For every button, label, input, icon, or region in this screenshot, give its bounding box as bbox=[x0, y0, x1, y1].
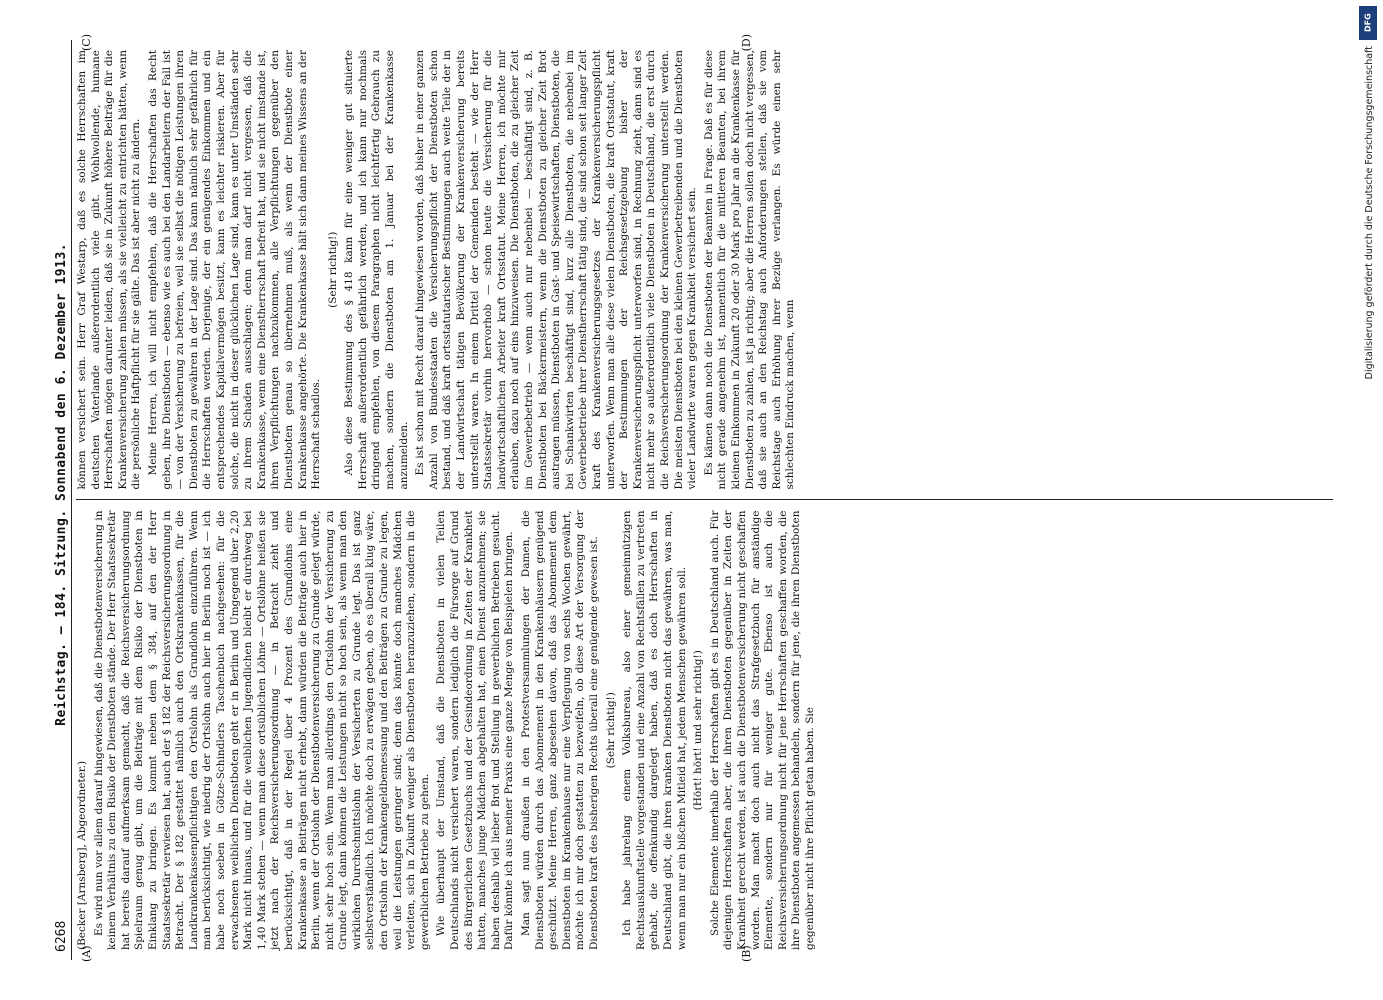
paragraph: Es ist schon mit Recht darauf hingewiesen worden, daß bisher in einer ganzen Anzahl von Bundesstaaten die Versicherungspflicht der Dienstboten schon bestand, und daß kraft ortsstatutarischer Bestimmungen auch weite Teile der in der Landwirtschaft tätigen Bevölkerung der Krankenversicherung bereits unterstellt waren. In einem Drittel der Gemeinden besteht — wie der Herr Staatssekretär vorhin hervorhob — schon heute die Versicherung für die landwirtschaftlichen Arbeiter kraft Ortsstatut. Meine Herren, ich möchte mir erlauben, dazu noch auf eins hinzuweisen. Die Dienstboten, die zu gleicher Zeit im Gewerbebetrieb — wenn auch nur nebenbei — beschäftigt sind, z. B. Dienstboten bei Bäckermeistern, wenn die Dienstboten zu gleicher Zeit Brot austragen müssen, Dienstboten in Gast- und Speisewirtschaften, Dienstboten, die bei Schankwirten beschäftigt sind, kurz alle Dienstboten, die nebenbei im Gewerbebetriebe ihrer Dienstherrschaft tätig sind, die sind schon seit langer Zeit kraft des Krankenversicherungsgesetzes der Krankenversicherungspflicht unterworfen. Wenn man alle diese vielen Dienstboten, die kraft Ortsstatut, kraft der Bestimmungen der Reichsgesetzgebung bisher der Krankenversicherungspflicht unterworfen sind, in Rechnung zieht, dann sind es nicht mehr so außerordentlich viele Dienstboten in Deutschland, die erst durch die Reichsversicherungsordnung der Krankenversicherung unterstellt werden. Die meisten Dienstboten bei den kleinen Gewerbetreibenden und die Dienstboten vieler Landwirte waren gegen Krankheit versichert sein. bbox=[414, 50, 699, 490]
interjection: (Sehr richtig!) bbox=[604, 692, 617, 769]
paragraph: Ich habe jahrelang einem Volksbureau, also einer gemeinnützigen Rechtsauskunftstelle vorgestanden und eine Anzahl von Rechtsfällen zu vertreten gehabt, die offenkundig dargelegt haben, daß es doch Herrschaften in Deutschland gibt, die ihren kranken Dienstboten nicht das gewähren, was man, wenn man nur ein bißchen Mitleid hat, jedem Menschen gewähren soll. bbox=[621, 510, 688, 950]
interjection: (Sehr richtig!) bbox=[326, 231, 339, 308]
right-column bbox=[72, 40, 1337, 500]
digitization-sidebar bbox=[1355, 0, 1379, 1000]
paragraph: Wie überhaupt der Umstand, daß die Dienstboten in vielen Teilen Deutschlands nicht versichert waren, sondern lediglich die Fürsorge auf Grund des Bürgerlichen Gesetzbuchs und der Gesindeordnung in Zeiten der Krankheit hatten, manches junge Mädchen abgehalten hat, einen Dienst anzunehmen; sie haben deshalb viel lieber Brot und Stellung in gewerblichen Betrieben gesucht. Dafür könnte ich aus meiner Praxis eine ganze Menge von Beispielen bringen. bbox=[435, 510, 516, 950]
paragraph: Solche Elemente innerhalb der Herrschaften gibt es in Deutschland auch. Für diejenigen Herrschaften aber, die ihren Dienstboten gegenüber in Zeiten der Krankheit gerecht werden, ist auch die Dienstbotenversicherung nicht geschaffen worden. Man macht doch auch nicht das Strafgesetzbuch für anständige Elemente, sondern nur für weniger gute. Ebenso ist auch die Reichsversicherungsordnung nicht für jene Herrschaften geschaffen worden, die ihre Dienstboten angemessen behandeln, sondern für jene, die ihren Dienstboten gegenüber nicht ihre Pflicht getan haben. Sie bbox=[708, 510, 816, 950]
interjection: (Hört! hört! und sehr richtig!) bbox=[692, 650, 705, 811]
page-number: 6268 bbox=[54, 920, 69, 952]
paragraph: Es kämen dann noch die Dienstboten der Beamten in Frage. Daß es für diese nicht gerade angenehm ist, namentlich für die mittleren Beamten, bei ihrem kleinen Einkommen in Zukunft 20 oder 30 Mark pro Jahr an die Krankenkasse für Dienstboten zu zahlen, ist ja richtig; aber die Herren sollen doch nicht vergessen, daß sie auch an den Reichstag auch Anforderungen stellen, daß sie vom Reichstage auch Erhöhung ihrer Bezüge verlangen. Es würde einen sehr schlechten Eindruck machen, wenn bbox=[702, 50, 797, 490]
speaker-line: (Becker [Arnsberg], Abgeordneter.) bbox=[76, 760, 88, 950]
paragraph: können versichert sein. Herr Graf Westarp, daß es solche Herrschaften im deutschen Vaterlande außerordentlich viele gibt. Wohlwollende, humane Herrschaften mögen darunter leiden, daß sie in Zukunft höhere Beiträge für die Krankenversicherung zahlen müssen, als sie vielleicht zu entrichten hätten, wenn die persönliche Haftpflicht für sie gälte. Das ist aber nicht zu ändern. bbox=[76, 50, 143, 490]
document-page bbox=[50, 34, 1350, 962]
margin-marker-b: (B) bbox=[740, 945, 753, 962]
page-header bbox=[50, 40, 72, 960]
paragraph: Es wird nun vor allem darauf hingewiesen, daß die Dienstbotenversicherung in keinem Verhältnis zu dem Risiko der Dienstboten stände. Der Herr Staatssekretär hat bereits darauf aufmerksam gemacht, daß die Reichsversicherungsordnung Spielraum genug gibt, um die Beiträge mit dem Risiko der Dienstboten in Einklang zu bringen. Es kommt neben dem § 384, auf den der Herr Staatssekretär verwiesen hat, auch der § 182 der Reichsversicherungsordnung in Betracht. Der § 182 gestattet nämlich auch den Ortskrankenkassen, für die Landkrankenkassenpflichtigen den Ortslohn als Grundlohn einzuführen. Wenn man berücksichtigt, wie niedrig der Ortslohn auch hier in Berlin noch ist — ich habe noch soeben in Götze-Schindlers Taschenbuch nachgesehen: für die erwachsenen weiblichen Dienstboten geht er in Berlin und Umgegend über 2,20 Mark nicht hinaus, und für die weiblichen Jugendlichen bleibt er durchweg bei 1,40 Mark stehen — wenn man diese ortsüblichen Löhne — Ortslöhne heißen sie jetzt nach der Reichsversicherungsordnung — in Betracht zieht und berücksichtigt, daß in der Regel über 4 Prozent des Grundlohns eine Krankenkasse an Beiträgen nicht erhebt, dann würden die Beiträge auch hier in Berlin, wenn der Ortslohn der Dienstbotenversicherung zu Grunde gelegt würde, nicht sehr hoch sein. Wenn man allerdings den Ortslohn der Versicherung zu Grunde legt, dann können die Leistungen nicht so hoch sein, als wenn man den wirklichen Durchschnittslohn der Versicherten zu Grunde legt. Das ist ganz selbstverständlich. Ich möchte doch zu erwägen geben, ob es überall klug wäre, den Ortslohn der Krankengeldbemessung und den Beiträgen zu Grunde zu legen, weil die Leistungen geringer sind; denn das könnte doch manches Mädchen verleiten, sich in Zukunft weniger als Dienstboten heranzuziehen, sondern in die gewerblichen Betriebe zu gehen. bbox=[92, 510, 431, 950]
paragraph: Meine Herren, ich will nicht empfehlen, daß die Herrschaften das Recht geben, ihre Dienstboten — ebenso wie es auch bei den Landarbeitern der Fall ist — von der Versicherung zu befreien, weil sie selbst die nötigen Leistungen ihren Dienstboten zu gewähren in der Lage sind. Das kann nämlich sehr gefährlich für die Herrschaften werden. Derjenige, der ein genügendes Einkommen und ein entsprechendes Kapitalvermögen besitzt, kann es leichter riskieren. Aber für solche, die nicht in dieser glücklichen Lage sind, kann es unter Umständen sehr zu ihrem Schaden ausschlagen; denn man darf nicht vergessen, daß die Krankenkasse, wenn eine Dienstherrschaft befreit hat, und sie nicht imstande ist, ihren Verpflichtungen nachzukommen, alle Verpflichtungen gegenüber den Dienstboten genau so übernehmen muß, als wenn der Dienstbote einer Krankenkasse angehörte. Die Krankenkasse hält sich dann meines Wissens an der Herrschaft schadlos. bbox=[146, 50, 323, 490]
paragraph: Man sagt nun draußen in den Protestversammlungen der Damen, die Dienstboten würden durch das Abonnement in den Krankenhäusern genügend geschützt. Meine Herren, ganz abgesehen davon, daß das Abonnement dem Dienstboten im Krankenhause nur eine Verpflegung von sechs Wochen gewährt, möchte ich mir doch gestatten zu bezweifeln, ob diese Art der Versorgung der Dienstboten kraft des bisherigen Rechts überall eine genügende gewesen ist. bbox=[520, 510, 600, 950]
left-column bbox=[72, 501, 1337, 961]
margin-marker-a: (A) bbox=[80, 945, 93, 962]
dfg-logo: DFG bbox=[1359, 6, 1377, 40]
funding-credit: Digitalisierung gefördert durch die Deutsche Forschungsgemeinschaft bbox=[1364, 46, 1375, 380]
page-title: Reichstag. — 184. Sitzung. Sonnabend den 6. Dezember 1913. bbox=[54, 242, 69, 726]
paragraph: Also diese Bestimmung des § 418 kann für eine weniger gut situierte Herrschaft außerordentlich gefährlich werden, und ich kann nur nochmals dringend empfehlen, von diesem Paragraphen nicht leichtfertig Gebrauch zu machen, sondern die Dienstboten am 1. Januar bei der Krankenkasse anzumelden. bbox=[343, 50, 410, 490]
margin-marker-d: (D) bbox=[740, 34, 753, 52]
margin-marker-c: (C) bbox=[80, 34, 93, 51]
